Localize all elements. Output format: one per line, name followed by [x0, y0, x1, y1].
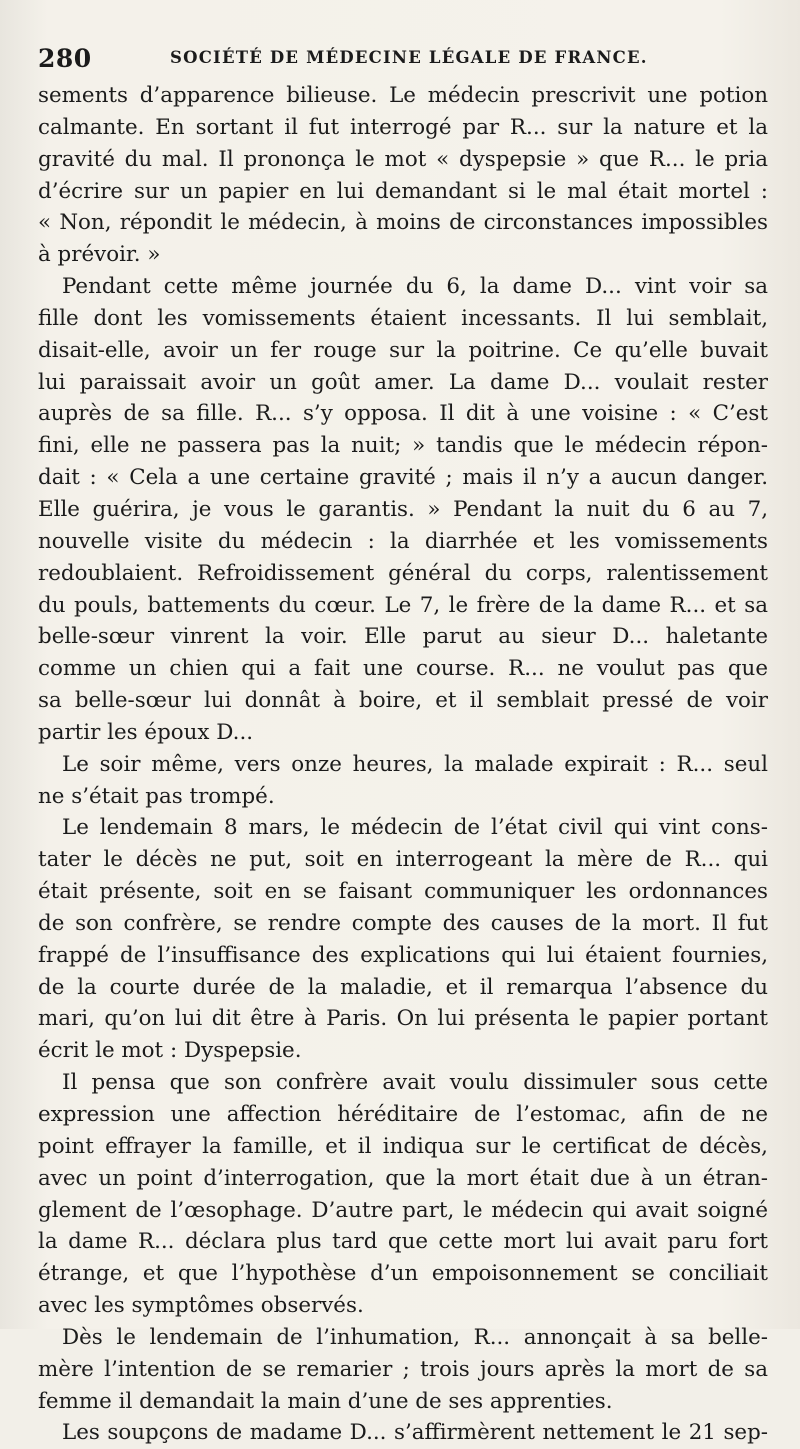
text-line: disait-elle, avoir un fer rouge sur la poitrine. Ce qu’elle buvait: [38, 337, 768, 363]
text-line: Il pensa que son confrère avait voulu dissimuler sous cette: [62, 1070, 768, 1096]
text-line: Le lendemain 8 mars, le médecin de l’état civil qui vint cons-: [62, 815, 768, 841]
text-line: de la courte durée de la maladie, et il remarqua l’absence du: [38, 974, 768, 1000]
text-line: expression une affection héréditaire de l’estomac, afin de ne: [38, 1102, 768, 1127]
text-line: partir les époux D...: [38, 719, 254, 745]
text-line: écrit le mot : Dyspepsie.: [38, 1038, 302, 1064]
text-line: mari, qu’on lui dit être à Paris. On lui présenta le papier portant: [38, 1006, 768, 1032]
text-line: fille dont les vomissements étaient incessants. Il lui semblait,: [38, 305, 768, 331]
text-line: glement de l’œsophage. D’autre part, le médecin qui avait soigné: [38, 1197, 768, 1223]
text-line: belle-sœur vinrent la voir. Elle parut au sieur D... haletante: [38, 624, 768, 650]
text-line: calmante. En sortant il fut interrogé par R... sur la nature et la: [38, 114, 768, 140]
text-line: tater le décès ne put, soit en interrogeant la mère de R... qui: [38, 847, 768, 873]
text-line: redoublaient. Refroidissement général du corps, ralentissement: [38, 560, 768, 586]
text-line: ne s’était pas trompé.: [38, 783, 275, 809]
text-line: sements d’apparence bilieuse. Le médecin prescrivit une potion: [38, 83, 768, 108]
text-line: lui paraissait avoir un goût amer. La dame D... voulait rester: [38, 369, 768, 395]
text-line: avec les symptômes observés.: [38, 1293, 364, 1319]
text-line: frappé de l’insuffisance des explications qui lui étaient fournies,: [38, 942, 768, 968]
text-line: Dès le lendemain de l’inhumation, R... annonçait à sa belle-: [62, 1324, 768, 1350]
text-line: « Non, répondit le médecin, à moins de circonstances impossibles: [38, 210, 768, 236]
text-line: sa belle-sœur lui donnât à boire, et il semblait pressé de voir: [38, 688, 768, 714]
text-line: auprès de sa fille. R... s’y opposa. Il dit à une voisine : « C’est: [38, 401, 768, 427]
text-line: Le soir même, vers onze heures, la malade expirait : R... seul: [62, 751, 768, 777]
text-line: d’écrire sur un papier en lui demandant si le mal était mortel :: [38, 178, 768, 204]
text-line: nouvelle visite du médecin : la diarrhée et les vomissements: [38, 528, 768, 554]
text-line: Pendant cette même journée du 6, la dame D... vint voir sa: [62, 274, 768, 300]
text-line: dait : « Cela a une certaine gravité ; mais il n’y a aucun danger.: [38, 465, 768, 491]
page-header: [38, 40, 778, 76]
text-line: de son confrère, se rendre compte des causes de la mort. Il fut: [38, 910, 768, 936]
text-line: Les soupçons de madame D... s’affirmèrent nettement le 21 sep-: [62, 1420, 768, 1446]
text-line: gravité du mal. Il prononça le mot « dyspepsie » que R... le pria: [38, 146, 768, 172]
text-line: était présente, soit en se faisant communiquer les ordonnances: [38, 879, 768, 905]
page-number: 280: [38, 44, 92, 73]
text-line: femme il demandait la main d’une de ses apprenties.: [38, 1388, 613, 1414]
text-line: point effrayer la famille, et il indiqua sur le certificat de décès,: [38, 1133, 768, 1159]
text-line: mère l’intention de se remarier ; trois jours après la mort de sa: [38, 1356, 768, 1382]
text-line: avec un point d’interrogation, que la mort était due à un étran-: [38, 1165, 768, 1191]
running-head: SOCIÉTÉ DE MÉDECINE LÉGALE DE FRANCE.: [170, 48, 648, 67]
body-text: [38, 80, 768, 1449]
text-line: comme un chien qui a fait une course. R... ne voulut pas que: [38, 656, 768, 682]
text-line: la dame R... déclara plus tard que cette mort lui avait paru fort: [38, 1229, 768, 1255]
text-line: fini, elle ne passera pas la nuit; » tandis que le médecin répon-: [38, 433, 768, 459]
text-line: du pouls, battements du cœur. Le 7, le frère de la dame R... et sa: [38, 592, 768, 618]
text-line: à prévoir. »: [38, 242, 161, 268]
text-line: Elle guérira, je vous le garantis. » Pendant la nuit du 6 au 7,: [38, 496, 768, 522]
text-line: étrange, et que l’hypothèse d’un empoisonnement se conciliait: [38, 1261, 768, 1287]
